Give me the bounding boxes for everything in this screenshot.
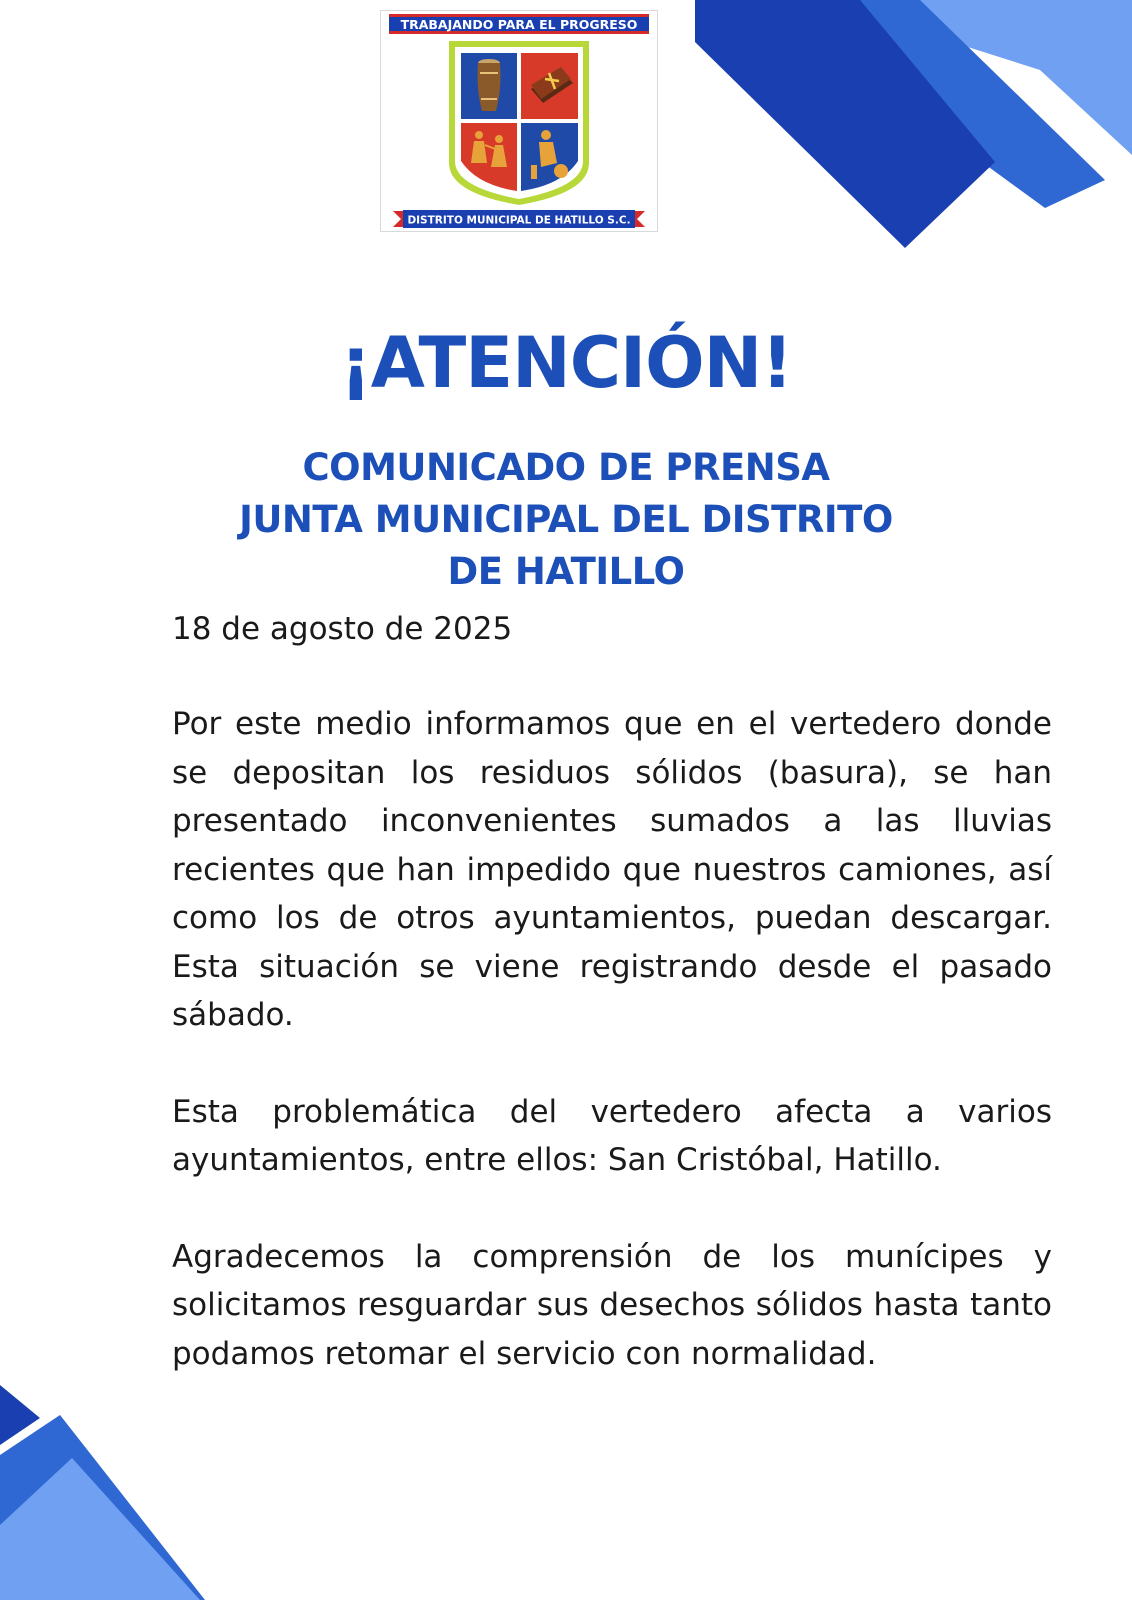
bottom-left-mid-stripe	[0, 1415, 205, 1600]
top-right-light-stripe	[820, 0, 1132, 155]
release-date: 18 de agosto de 2025	[172, 611, 513, 647]
paragraph-request: Agradecemos la comprensión de los munícipes y solicitamos resguardar sus desechos sólidos hasta tanto podamos retomar el servicio con normalidad.	[172, 1238, 1052, 1372]
heading-line-3: DE HATILLO	[447, 550, 685, 593]
heading-line-1: COMUNICADO DE PRENSA	[302, 446, 830, 489]
bottom-left-light-stripe	[0, 1458, 200, 1600]
top-right-mid-stripe	[760, 0, 1105, 208]
press-release-body	[172, 700, 1052, 1426]
heading-line-2: JUNTA MUNICIPAL DEL DISTRITO	[239, 498, 893, 541]
municipal-logo	[380, 10, 658, 232]
press-release-heading	[0, 442, 1132, 598]
bottom-left-dark-stripe	[0, 1385, 40, 1445]
top-right-dark-stripe	[695, 0, 995, 248]
page-title: ¡ATENCIÓN!	[339, 322, 793, 404]
logo-top-banner: TRABAJANDO PARA EL PROGRESO	[400, 17, 638, 32]
paragraph-affected: Esta problemática del vertedero afecta a varios ayuntamientos, entre ellos: San Cristóbal, Hatillo.	[172, 1093, 1052, 1178]
logo-bottom-banner: DISTRITO MUNICIPAL DE HATILLO S.C.	[407, 214, 631, 227]
drum-icon	[478, 59, 501, 111]
paragraph-situation: Por este medio informamos que en el vertedero donde se depositan los residuos sólidos (basura), se han presentado inconvenientes sumados a las lluvias recientes que han impedido que nuestros camiones, así como los de otros ayuntamientos, puedan descargar. Esta situación se viene registrando desde el pasado sábado.	[172, 706, 1052, 1033]
